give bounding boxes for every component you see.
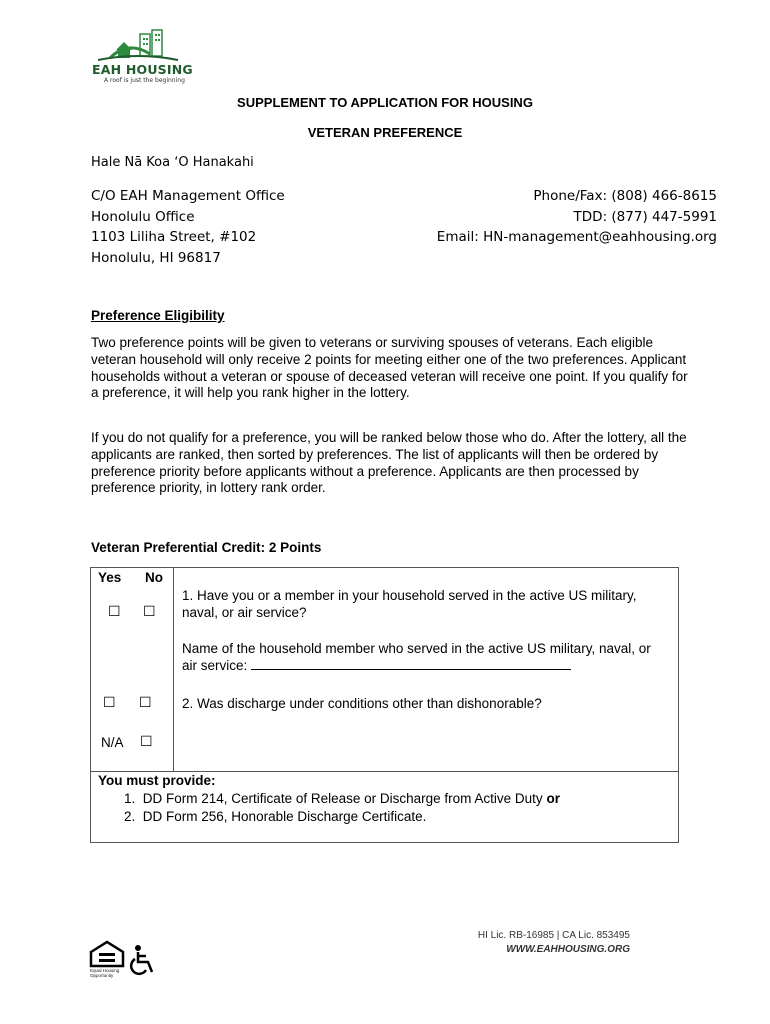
contact-info bbox=[437, 186, 717, 248]
requirement-2-number: 2. bbox=[124, 809, 136, 824]
table-row-divider bbox=[90, 771, 679, 772]
email: Email: HN-management@eahhousing.org bbox=[436, 229, 717, 246]
website-text: WWW.EAHHOUSING.ORG bbox=[506, 944, 630, 955]
requirement-1 bbox=[124, 791, 560, 806]
logo-tagline: A roof is just the beginning bbox=[104, 77, 185, 84]
question-1: 1. Have you or a member in your household served in the active US military, naval, or air service? bbox=[182, 588, 637, 620]
q2-no-checkbox[interactable]: ☐ bbox=[139, 695, 152, 711]
address-line: 1103 Liliha Street, #102 bbox=[91, 229, 257, 246]
tdd: TDD: (877) 447-5991 bbox=[573, 208, 717, 225]
logo-name: EAH HOUSING bbox=[92, 62, 193, 77]
q1-yes-checkbox[interactable]: ☐ bbox=[108, 604, 121, 620]
requirement-2 bbox=[124, 809, 426, 824]
section-heading: Preference Eligibility bbox=[91, 308, 225, 323]
na-checkbox[interactable]: ☐ bbox=[140, 734, 153, 750]
na-label: N/A bbox=[101, 735, 124, 750]
question-2: 2. Was discharge under conditions other than dishonorable? bbox=[182, 696, 542, 711]
equal-housing-text: Equal Housing Opportunity bbox=[90, 968, 120, 978]
question-1-name bbox=[182, 640, 662, 674]
phone-fax: Phone/Fax: (808) 466-8615 bbox=[533, 188, 717, 204]
mailing-address bbox=[91, 186, 285, 269]
q1-no-checkbox[interactable]: ☐ bbox=[143, 604, 156, 620]
paragraph-eligibility: Two preference points will be given to veterans or surviving spouses of veterans. Each eligible veteran household will only receive 2 points for meeting either one of the two preferences. Applicant households without a veteran or spouse of deceased veteran will receive one point. If you qualify for a preference, it will help you rank higher in the lottery. bbox=[91, 335, 688, 401]
must-provide-heading: You must provide: bbox=[98, 773, 216, 788]
name-field[interactable] bbox=[251, 657, 571, 670]
address-line: Honolulu Office bbox=[91, 208, 195, 225]
q2-yes-checkbox[interactable]: ☐ bbox=[103, 695, 116, 711]
address-line: Honolulu, HI 96817 bbox=[91, 250, 221, 267]
no-header: No bbox=[145, 570, 163, 585]
table-column-divider bbox=[173, 567, 174, 771]
yes-header: Yes bbox=[98, 570, 122, 585]
address-line: C/O EAH Management Office bbox=[91, 188, 285, 204]
requirement-or: or bbox=[546, 791, 560, 806]
credit-heading: Veteran Preferential Credit: 2 Points bbox=[91, 540, 322, 555]
requirement-1-number: 1. bbox=[124, 791, 136, 806]
property-name: Hale Nā Koa ʻO Hanakahi bbox=[91, 155, 254, 170]
requirement-2-text: DD Form 256, Honorable Discharge Certificate. bbox=[142, 809, 427, 824]
document-subtitle: VETERAN PREFERENCE bbox=[307, 125, 463, 140]
question-1-name-label: Name of the household member who served in the active US military, naval, or air service: bbox=[182, 641, 651, 673]
document-title: SUPPLEMENT TO APPLICATION FOR HOUSING bbox=[237, 95, 533, 110]
requirement-1-text: DD Form 214, Certificate of Release or Discharge from Active Duty bbox=[142, 791, 543, 806]
wheelchair-icon bbox=[128, 944, 160, 978]
license-text: HI Lic. RB-16985 | CA Lic. 853495 bbox=[477, 930, 630, 941]
paragraph-ranking: If you do not qualify for a preference, you will be ranked below those who do. After the lottery, all the applicants are ranked, then sorted by preferences. The list of applicants will then be ordered by preference priority before applicants without a preference. Applicants are then processed by preference priority, in lottery rank order. bbox=[91, 430, 687, 496]
